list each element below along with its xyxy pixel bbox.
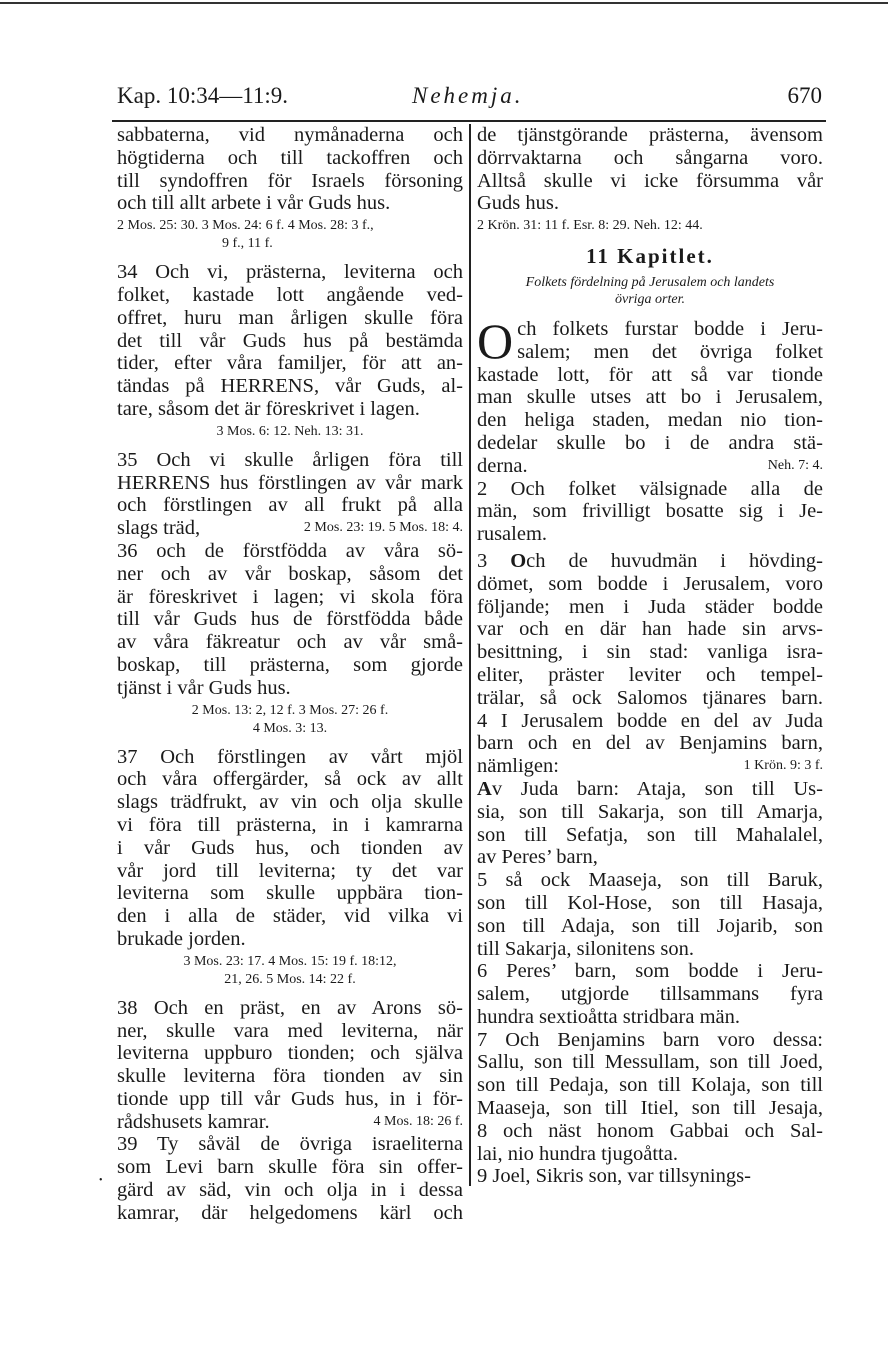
verse-line-with-ref xyxy=(477,455,823,478)
verse-line: dömet, som bodde i Jerusalem, voro xyxy=(477,572,823,595)
verse-line: tionde upp till vår Guds hus, in i för- xyxy=(117,1087,463,1110)
verse-line: salem; men det övriga folket xyxy=(517,340,823,363)
cross-reference-line: 2 Mos. 25: 30. 3 Mos. 24: 6 f. 4 Mos. 28: 3 f., xyxy=(117,218,374,234)
verse-line: till vår Guds hus de förstfödda både xyxy=(117,608,463,631)
verse-line: ner och av vår boskap, såsom det xyxy=(117,562,463,585)
verse-1-opening xyxy=(477,312,823,369)
verse-line: dedelar skulle bo i de andra stä- xyxy=(477,431,823,454)
bold-initial: O xyxy=(510,549,527,572)
margin-dot: • xyxy=(99,1175,103,1186)
verse-line: son till Pedaja, son till Kolaja, son till xyxy=(477,1074,823,1097)
bold-initial: A xyxy=(477,777,492,800)
cross-reference-line: 9 f., 11 f. xyxy=(222,236,273,252)
verse-line: HERRENS hus förstlingen av vår mark xyxy=(117,471,463,494)
verse-line-with-ref xyxy=(117,1111,463,1134)
verse-line: och till allt arbete i vår Guds hus. xyxy=(117,192,391,215)
chapter-summary xyxy=(477,274,823,308)
cross-reference: Neh. 7: 4. xyxy=(767,457,823,473)
verse-line: trälar, så ock Salomos tjänares barn. xyxy=(477,686,823,709)
cross-reference xyxy=(117,702,463,738)
cross-reference-line: 21, 26. 5 Mos. 14: 22 f. xyxy=(224,971,356,987)
cross-reference xyxy=(117,953,463,989)
verse-line: av våra fäkreatur och av vår små- xyxy=(117,631,463,654)
verse-line: Maaseja, son till Itiel, son till Jesaja, xyxy=(477,1097,823,1120)
verse-line: gärd av säd, vin och olja in i dessa xyxy=(117,1179,463,1202)
verse-line: offret, huru man årligen skulle föra xyxy=(117,306,463,329)
verse-line: och våra offergärder, så ock av allt xyxy=(117,768,463,791)
verse-line: kamrar, där helgedomens kärl och xyxy=(117,1201,463,1224)
verse-line: i vår Guds hus, och tionden av xyxy=(117,836,463,859)
verse-line: tändas på HERRENS, vår Guds, al- xyxy=(117,375,463,398)
verse-line xyxy=(477,778,823,801)
verse-line: av Peres’ barn, xyxy=(477,846,598,869)
verse-line: 9 Joel, Sikris son, var tillsynings- xyxy=(477,1165,751,1188)
verse-line-with-ref xyxy=(117,517,463,540)
verse-line: son till Adaja, son till Jojarib, son xyxy=(477,914,823,937)
summary-line: Folkets fördelning på Jerusalem och landets xyxy=(525,274,775,290)
page-number: 670 xyxy=(787,83,822,108)
verse-line: högtiderna och till tackoffren och xyxy=(117,146,463,169)
verse-line: de tjänstgörande prästerna, ävensom xyxy=(477,124,823,146)
verse-number: 3 xyxy=(477,549,511,572)
verse-text: nämligen: xyxy=(477,755,559,778)
verse-line: ch folkets furstar bodde i Jeru- xyxy=(517,317,823,340)
verse-line: skulle leviterna föra tionden av sin xyxy=(117,1065,463,1088)
verse-line: besittning, i sin stad: vanliga isra- xyxy=(477,641,823,664)
verse-line: 39 Ty såväl de övriga israeliterna xyxy=(117,1133,463,1156)
verse-line: ner, skulle vara med leviterna, när xyxy=(117,1019,463,1042)
verse-line: son till Sefatja, son till Mahalalel, xyxy=(477,823,823,846)
verse-line: följande; men i Juda städer bodde xyxy=(477,595,823,618)
verse-line: leviterna som skulle uppbära tion- xyxy=(117,882,463,905)
verse-line: boskap, till prästerna, som gjorde xyxy=(117,653,463,676)
verse-line-with-ref xyxy=(477,755,823,778)
verse-line: eliter, präster leviter och tempel- xyxy=(477,663,823,686)
verse-line: tare, såsom det är föreskrivet i lagen. xyxy=(117,397,420,420)
verse-line: Alltså skulle vi icke försumma vår xyxy=(477,169,823,192)
page-header xyxy=(117,83,822,119)
verse-line: och förstlingen av all frukt på alla xyxy=(117,494,463,517)
verse-line: till syndoffren för Israels försoning xyxy=(117,169,463,192)
verse-line: Sallu, son till Messullam, son till Joed, xyxy=(477,1051,823,1074)
cross-reference: 2 Krön. 31: 11 f. Esr. 8: 29. Neh. 12: 44. xyxy=(477,218,703,234)
verse-line: 37 Och förstlingen av vårt mjöl xyxy=(117,745,463,768)
verse-text: ch de huvudmän i hövding- xyxy=(526,549,823,572)
verse-line: man skulle utses att bo i Jerusalem, xyxy=(477,386,823,409)
verse-line: lai, nio hundra tjugoåtta. xyxy=(477,1142,678,1165)
verse-line: sia, son till Sakarja, son till Amarja, xyxy=(477,800,823,823)
cross-reference-line: 3 Mos. 23: 17. 4 Mos. 15: 19 f. 18:12, xyxy=(183,953,397,969)
verse-line: barn och en del av Benjamins barn, xyxy=(477,732,823,755)
verse-line: 38 Och en präst, en av Arons sö- xyxy=(117,996,463,1019)
verse-line: som Levi barn skulle föra sin offer- xyxy=(117,1156,463,1179)
cross-reference: 1 Krön. 9: 3 f. xyxy=(743,758,823,774)
verse-text: rådshusets kamrar. xyxy=(117,1110,270,1133)
verse-line xyxy=(477,550,823,573)
verse-line: den heliga staden, medan nio tion- xyxy=(477,409,823,432)
cross-reference-line: 2 Mos. 13: 2, 12 f. 3 Mos. 27: 26 f. xyxy=(191,702,389,718)
verse-line: 4 I Jerusalem bodde en del av Juda xyxy=(477,709,823,732)
scan-edge-line xyxy=(0,2,888,4)
verse-line: leviterna uppburo tionden; och själva xyxy=(117,1042,463,1065)
verse-line: 8 och näst honom Gabbai och Sal- xyxy=(477,1119,823,1142)
verse-line: 6 Peres’ barn, som bodde i Jeru- xyxy=(477,960,823,983)
verse-text: v Juda barn: Ataja, son till Us- xyxy=(491,777,823,800)
verse-line: var och en där han hade sin arvs- xyxy=(477,618,823,641)
verse-line: hundra sextioåtta stridbara män. xyxy=(477,1005,740,1028)
verse-line: salem, utgjorde tillsammans fyra xyxy=(477,983,823,1006)
verse-line: tider, efter våra familjer, för att an- xyxy=(117,352,463,375)
column-divider xyxy=(469,124,471,1186)
verse-line: till Sakarja, silonitens son. xyxy=(477,937,694,960)
verse-line: den i alla de städer, vid vilka vi xyxy=(117,905,463,928)
left-column xyxy=(117,124,463,1225)
verse-line: 34 Och vi, prästerna, leviterna och xyxy=(117,261,463,284)
verse-line: 2 Och folket välsignade alla de xyxy=(477,477,823,500)
verse-line: sabbaterna, vid nymånaderna och xyxy=(117,124,463,146)
verse-line: det till vår Guds hus på bestämda xyxy=(117,329,463,352)
verse-line: 35 Och vi skulle årligen föra till xyxy=(117,448,463,471)
cross-reference: 3 Mos. 6: 12. Neh. 13: 31. xyxy=(216,423,364,439)
verse-line: brukade jorden. xyxy=(117,927,246,950)
verse-line: vår jord till leviterna; ty det var xyxy=(117,859,463,882)
book-title: Nehemja. xyxy=(412,83,524,108)
header-rule xyxy=(112,120,826,122)
verse-line: män, som frivilligt bosatte sig i Je- xyxy=(477,500,823,523)
verse-line: vi föra till prästerna, in i kamrarna xyxy=(117,813,463,836)
cross-reference xyxy=(117,217,463,253)
verse-line: dörrvaktarna och sångarna voro. xyxy=(477,146,823,169)
cross-reference-line: 4 Mos. 3: 13. xyxy=(252,720,328,736)
verse-text: slags träd, xyxy=(117,517,201,540)
verse-line: är föreskrivet i lagen; vi skola föra xyxy=(117,585,463,608)
verse-line: folket, kastade lott angående ved- xyxy=(117,283,463,306)
verse-line: tjänst i vår Guds hus. xyxy=(117,676,291,699)
cross-reference: 2 Mos. 23: 19. 5 Mos. 18: 4. xyxy=(303,520,463,536)
verse-line: rusalem. xyxy=(477,523,548,546)
verse-line: Guds hus. xyxy=(477,192,560,215)
verse-line: slags trädfrukt, av vin och olja skulle xyxy=(117,791,463,814)
verse-text: derna. xyxy=(477,454,528,477)
summary-line: övriga orter. xyxy=(615,291,685,307)
drop-cap: O xyxy=(477,312,514,369)
cross-reference: 4 Mos. 18: 26 f. xyxy=(373,1113,463,1129)
chapter-reference: Kap. 10:34—11:9. xyxy=(117,83,288,108)
verse-line: 36 och de förstfödda av våra sö- xyxy=(117,539,463,562)
right-column xyxy=(477,124,823,1188)
verse-line: 5 så ock Maaseja, son till Baruk, xyxy=(477,869,823,892)
verse-line: son till Kol-Hose, son till Hasaja, xyxy=(477,891,823,914)
verse-line: kastade lott, för att så var tionde xyxy=(477,363,823,386)
verse-line: 7 Och Benjamins barn voro dessa: xyxy=(477,1028,823,1051)
chapter-heading: 11 Kapitlet. xyxy=(586,244,714,269)
